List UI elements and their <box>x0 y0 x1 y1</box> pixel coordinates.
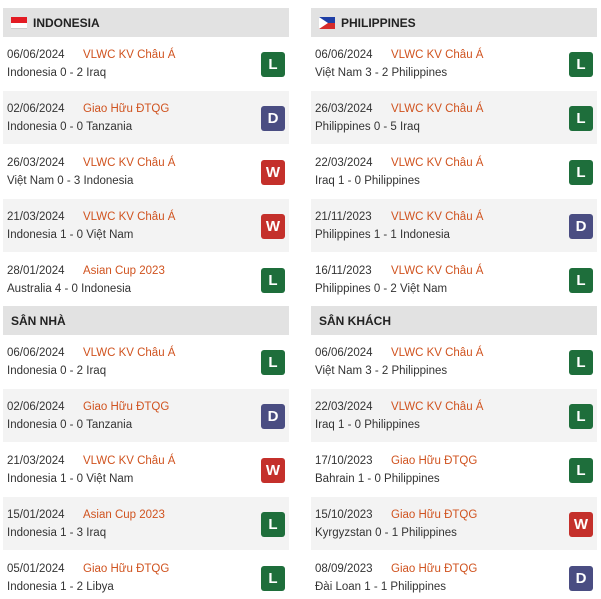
result-badge: L <box>569 106 593 131</box>
indonesia-title: INDONESIA <box>33 15 100 30</box>
match-competition[interactable]: Asian Cup 2023 <box>83 509 165 521</box>
match-date: 21/03/2024 <box>7 211 65 223</box>
match-row[interactable] <box>3 199 289 253</box>
match-row[interactable] <box>311 443 597 497</box>
result-badge: L <box>261 52 285 77</box>
home-title: SÂN NHÀ <box>11 313 66 328</box>
match-score: Indonesia 0 - 0 Tanzania <box>7 121 133 133</box>
match-row[interactable] <box>3 91 289 145</box>
match-date: 15/10/2023 <box>315 509 373 521</box>
match-row[interactable] <box>3 37 289 91</box>
match-competition[interactable]: VLWC KV Châu Á <box>83 455 176 467</box>
result-badge: L <box>261 350 285 375</box>
match-score: Philippines 1 - 1 Indonesia <box>315 229 450 241</box>
philippines-match-list <box>311 37 597 307</box>
result-badge: L <box>569 458 593 483</box>
result-badge: L <box>569 404 593 429</box>
match-date: 08/09/2023 <box>315 563 373 575</box>
match-row[interactable] <box>311 497 597 551</box>
match-row[interactable] <box>311 199 597 253</box>
match-row[interactable] <box>3 145 289 199</box>
result-badge: W <box>261 160 285 185</box>
result-badge: W <box>261 458 285 483</box>
match-score: Australia 4 - 0 Indonesia <box>7 283 132 295</box>
result-badge: L <box>261 268 285 293</box>
result-badge: W <box>569 512 593 537</box>
match-date: 21/03/2024 <box>7 455 65 467</box>
match-competition[interactable]: VLWC KV Châu Á <box>83 49 176 61</box>
match-score: Việt Nam 0 - 3 Indonesia <box>7 175 134 187</box>
match-competition[interactable]: VLWC KV Châu Á <box>391 157 484 169</box>
match-row[interactable] <box>3 253 289 307</box>
indonesia-flag-icon <box>11 17 27 29</box>
result-badge: L <box>569 52 593 77</box>
away-form-panel <box>311 306 597 599</box>
result-badge: L <box>261 512 285 537</box>
match-row[interactable] <box>3 443 289 497</box>
match-competition[interactable]: VLWC KV Châu Á <box>391 103 484 115</box>
match-score: Kyrgyzstan 0 - 1 Philippines <box>315 527 457 539</box>
philippines-header <box>311 8 597 37</box>
result-badge: D <box>569 214 593 239</box>
match-score: Đài Loan 1 - 1 Philippines <box>315 581 447 593</box>
match-competition[interactable]: VLWC KV Châu Á <box>391 401 484 413</box>
result-badge: L <box>261 566 285 591</box>
match-score: Indonesia 1 - 3 Iraq <box>7 527 107 539</box>
match-score: Bahrain 1 - 0 Philippines <box>315 473 440 485</box>
match-competition[interactable]: Giao Hữu ĐTQG <box>83 563 170 575</box>
match-score: Philippines 0 - 5 Iraq <box>315 121 420 133</box>
match-competition[interactable]: Giao Hữu ĐTQG <box>83 401 170 413</box>
result-badge: L <box>569 350 593 375</box>
away-header <box>311 306 597 335</box>
match-score: Indonesia 0 - 0 Tanzania <box>7 419 133 431</box>
philippines-form-panel <box>311 8 597 307</box>
match-competition[interactable]: VLWC KV Châu Á <box>391 49 484 61</box>
result-badge: D <box>261 404 285 429</box>
home-header <box>3 306 289 335</box>
match-competition[interactable]: VLWC KV Châu Á <box>83 347 176 359</box>
match-date: 26/03/2024 <box>7 157 65 169</box>
match-score: Philippines 0 - 2 Việt Nam <box>315 283 448 295</box>
match-date: 28/01/2024 <box>7 265 65 277</box>
match-date: 06/06/2024 <box>315 49 373 61</box>
match-row[interactable] <box>311 389 597 443</box>
match-row[interactable] <box>311 253 597 307</box>
match-row[interactable] <box>311 91 597 145</box>
match-score: Iraq 1 - 0 Philippines <box>315 419 420 431</box>
philippines-flag-icon <box>319 17 335 29</box>
match-competition[interactable]: VLWC KV Châu Á <box>83 157 176 169</box>
result-badge: L <box>569 268 593 293</box>
match-date: 22/03/2024 <box>315 401 373 413</box>
match-date: 21/11/2023 <box>315 211 372 223</box>
match-score: Indonesia 1 - 0 Việt Nam <box>7 473 134 485</box>
match-date: 22/03/2024 <box>315 157 373 169</box>
match-date: 02/06/2024 <box>7 401 65 413</box>
match-row[interactable] <box>3 497 289 551</box>
match-date: 06/06/2024 <box>7 49 65 61</box>
match-date: 26/03/2024 <box>315 103 373 115</box>
home-form-panel <box>3 306 289 599</box>
match-competition[interactable]: Giao Hữu ĐTQG <box>83 103 170 115</box>
match-score: Indonesia 0 - 2 Iraq <box>7 67 107 79</box>
result-badge: D <box>261 106 285 131</box>
match-competition[interactable]: VLWC KV Châu Á <box>391 265 484 277</box>
result-badge: D <box>569 566 593 591</box>
away-title: SÂN KHÁCH <box>319 313 391 328</box>
match-date: 06/06/2024 <box>7 347 65 359</box>
match-row[interactable] <box>3 389 289 443</box>
match-competition[interactable]: Giao Hữu ĐTQG <box>391 563 478 575</box>
match-competition[interactable]: Asian Cup 2023 <box>83 265 165 277</box>
indonesia-form-panel <box>3 8 289 307</box>
match-score: Indonesia 0 - 2 Iraq <box>7 365 107 377</box>
match-competition[interactable]: Giao Hữu ĐTQG <box>391 509 478 521</box>
home-match-list <box>3 335 289 599</box>
match-competition[interactable]: VLWC KV Châu Á <box>391 211 484 223</box>
match-competition[interactable]: Giao Hữu ĐTQG <box>391 455 478 467</box>
match-score: Iraq 1 - 0 Philippines <box>315 175 420 187</box>
match-row[interactable] <box>311 335 597 389</box>
match-competition[interactable]: VLWC KV Châu Á <box>83 211 176 223</box>
match-date: 16/11/2023 <box>315 265 372 277</box>
result-badge: W <box>261 214 285 239</box>
philippines-title: PHILIPPINES <box>341 15 416 30</box>
indonesia-header <box>3 8 289 37</box>
match-date: 17/10/2023 <box>315 455 373 467</box>
indonesia-match-list <box>3 37 289 307</box>
match-score: Indonesia 1 - 0 Việt Nam <box>7 229 134 241</box>
match-row[interactable] <box>311 551 597 599</box>
away-match-list <box>311 335 597 599</box>
match-row[interactable] <box>311 37 597 91</box>
match-score: Việt Nam 3 - 2 Philippines <box>315 365 448 377</box>
match-date: 05/01/2024 <box>7 563 65 575</box>
match-row[interactable] <box>3 335 289 389</box>
match-row[interactable] <box>3 551 289 599</box>
match-date: 15/01/2024 <box>7 509 65 521</box>
match-score: Indonesia 1 - 2 Libya <box>7 581 114 593</box>
match-competition[interactable]: VLWC KV Châu Á <box>391 347 484 359</box>
match-row[interactable] <box>311 145 597 199</box>
match-date: 06/06/2024 <box>315 347 373 359</box>
match-date: 02/06/2024 <box>7 103 65 115</box>
result-badge: L <box>569 160 593 185</box>
match-score: Việt Nam 3 - 2 Philippines <box>315 67 448 79</box>
